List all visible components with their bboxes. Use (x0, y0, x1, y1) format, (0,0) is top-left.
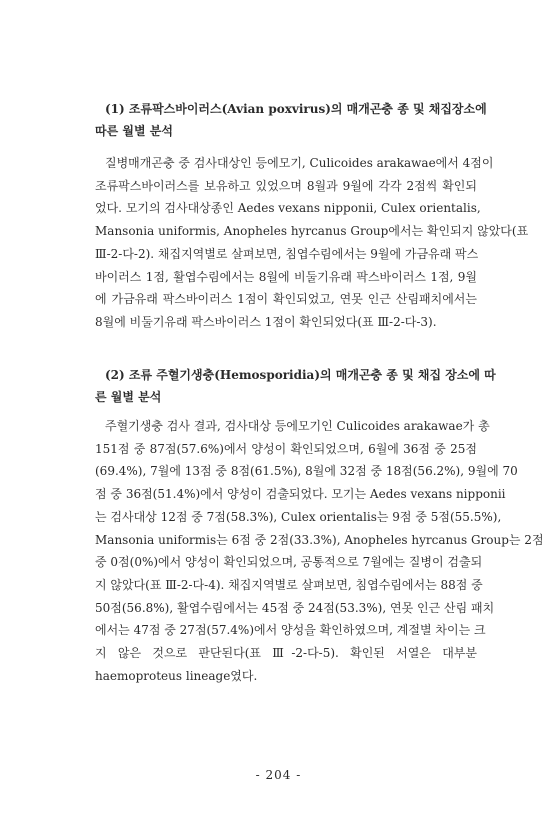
paragraph-line: 8월에 비둘기유래 팍스바이러스 1점이 확인되었다(표 Ⅲ-2-다-3). (95, 314, 437, 329)
paragraph-line: (69.4%), 7월에 13점 중 8점(61.5%), 8월에 32점 중 18점(56.2%), 9월에 70 (95, 464, 518, 479)
paragraph-avian-poxvirus (95, 152, 529, 334)
heading-line: 른 월별 분석 (95, 390, 162, 404)
paragraph-line: 50점(56.8%), 활엽수림에서는 45점 중 24점(53.3%), 연못 인근 산림 패치 (95, 600, 495, 615)
paragraph-line: haemoproteus lineage였다. (95, 668, 258, 683)
page-number: - 204 - (255, 768, 302, 782)
paragraph-line: 는 검사대상 12점 중 7점(58.3%), Culex orientalis는 9점 중 5점(55.5%), (95, 509, 502, 524)
paragraph-line: 에서는 47점 중 27점(57.4%)에서 양성을 확인하였으며, 계절별 차이는 크 (95, 623, 486, 638)
paragraph-line: 중 0점(0%)에서 양성이 확인되었으며, 공통적으로 7월에는 질병이 검출되 (95, 555, 483, 570)
paragraph-line: 었다. 모기의 검사대상종인 Aedes vexans nipponii, Culex orientalis, (95, 201, 481, 216)
paragraph-line: Mansonia uniformis는 6점 중 2점(33.3%), Anopheles hyrcanus Group는 2점 (95, 532, 544, 547)
paragraph-line: 에 가금유래 팍스바이러스 1점이 확인되었고, 연못 인근 산림패치에서는 (95, 292, 477, 307)
section-heading-avian-poxvirus (95, 98, 487, 142)
paragraph-line: 지 않았다(표 Ⅲ-2-다-4). 채집지역별로 살펴보면, 침엽수림에서는 88점 중 (95, 577, 483, 592)
heading-line: (2) 조류 주혈기생충(Hemosporidia)의 매개곤충 종 및 채집 장소에 따 (105, 368, 496, 382)
paragraph-line: Mansonia uniformis, Anopheles hyrcanus Group에서는 확인되지 않았다(표 (95, 224, 529, 239)
paragraph-line: Ⅲ-2-다-2). 채집지역별로 살펴보면, 침엽수림에서는 9월에 가금유래 팍스 (95, 246, 479, 261)
paragraph-line: 질병매개곤충 중 검사대상인 등에모기, Culicoides arakawae에서 4점이 (105, 156, 494, 170)
paragraph-hemosporidia (95, 415, 544, 687)
paragraph-line: 점 중 36점(51.4%)에서 양성이 검출되었다. 모기는 Aedes vexans nipponii (95, 487, 506, 502)
paragraph-line: 151점 중 87점(57.6%)에서 양성이 확인되었으며, 6월에 36점 중 25점 (95, 441, 477, 456)
paragraph-line: 주혈기생충 검사 결과, 검사대상 등에모기인 Culicoides arakawae가 총 (105, 419, 490, 433)
heading-line: 따른 월별 분석 (95, 124, 173, 138)
section-heading-hemosporidia (95, 364, 496, 408)
heading-line: (1) 조류팍스바이러스(Avian poxvirus)의 매개곤충 종 및 채집장소에 (105, 102, 487, 116)
paragraph-line: 조류팍스바이러스를 보유하고 있었으며 8월과 9월에 각각 2점씩 확인되 (95, 178, 477, 193)
paragraph-line: 바이러스 1점, 활엽수림에서는 8월에 비둘기유래 팍스바이러스 1점, 9월 (95, 269, 477, 284)
paragraph-line: 지 않은 것으로 판단된다(표 Ⅲ-2-다-5). 확인된 서열은 대부분 (95, 646, 477, 661)
